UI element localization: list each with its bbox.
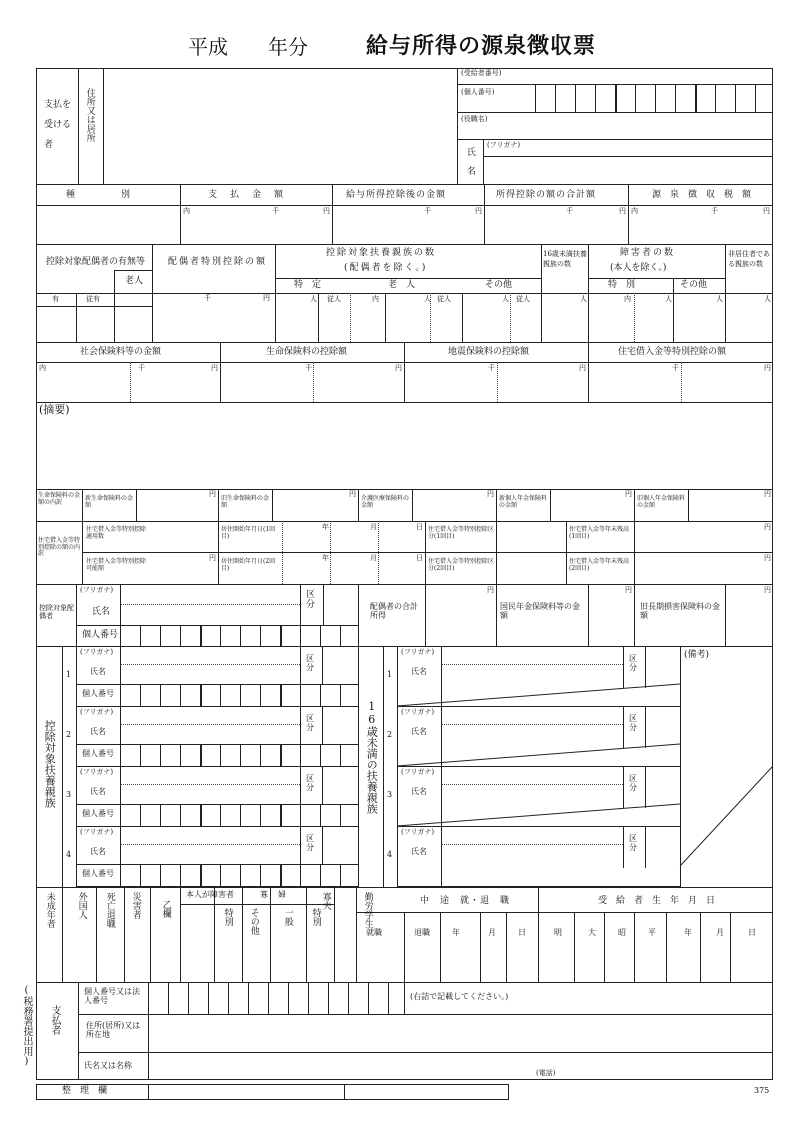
dependents-count-header: 控除対象扶養親族の数 (326, 248, 437, 258)
individual-number-label: (個人番号) (461, 88, 495, 96)
header-withholding-tax: 源 泉 徴 収 税 額 (652, 190, 752, 200)
row-number: 1 (66, 670, 72, 679)
unit: 円 (579, 364, 586, 372)
old-longterm-label: 旧長期損害保険料の金額 (640, 602, 720, 620)
new-pension-label: 新個人年金保険料の金額 (499, 495, 548, 509)
payer-number-boxes[interactable] (148, 982, 404, 1014)
date-sub-label: 退職 (414, 928, 430, 937)
dependent-row (66, 706, 358, 766)
status-column-label: 特別 (310, 908, 321, 926)
unit: 千 (424, 207, 431, 215)
kubun-label: 区分 (629, 714, 637, 733)
move-in-date-1: 居住開始年月日(1回目) (221, 526, 276, 540)
date-sub-label: 明 (554, 928, 562, 937)
spouse-number-boxes[interactable] (120, 625, 358, 646)
month-label: 月 (370, 554, 377, 562)
unit: 円 (619, 207, 626, 215)
form-title: 給与所得の源泉徴収票 (366, 33, 597, 59)
unit: 従人 (516, 295, 530, 303)
unit: 従人 (437, 295, 451, 303)
status-column-label: その他 (248, 908, 259, 935)
number-label: 個人番号 (82, 689, 114, 698)
kubun-label: 区分 (629, 834, 637, 853)
housing-possible-amount: 住宅借入金等特別控除可能額 (86, 558, 147, 572)
unit: 円 (211, 364, 218, 372)
kana-label: (フリガナ) (401, 828, 435, 836)
number-label: 個人番号 (82, 809, 114, 818)
housing-loan-header: 住宅借入金等特別控除の額 (618, 347, 727, 357)
name-label: 氏名 (90, 667, 106, 676)
kubun-label: 区分 (629, 654, 637, 673)
housing-balance-1: 住宅借入金等年末残高(1回目) (569, 526, 630, 540)
status-column-label: 特別 (222, 908, 233, 926)
unit: 円 (349, 490, 356, 498)
life-insurance-header: 生命保険料の控除額 (266, 347, 348, 357)
summary-label: (摘要) (39, 403, 70, 416)
unit: 人 (310, 295, 317, 303)
unit: 円 (209, 554, 216, 562)
day-label: 日 (416, 523, 423, 531)
unit: 内 (39, 364, 46, 372)
unit: 円 (625, 586, 632, 594)
header-deduction-total: 所得控除の額の合計額 (496, 190, 597, 200)
status-column-label: 死亡退職 (104, 892, 115, 928)
kana-label: (フリガナ) (401, 768, 435, 776)
unit: 円 (263, 294, 270, 302)
row-number: 3 (387, 790, 393, 799)
day-label: 日 (416, 554, 423, 562)
dependent-number-boxes[interactable] (120, 804, 358, 826)
kana-label: (フリガナ) (80, 648, 114, 656)
dependent-row (66, 646, 358, 706)
kana-label: (フリガナ) (80, 768, 114, 776)
name-kana-label: (フリガナ) (487, 141, 521, 149)
move-in-date-2: 居住開始年月日(2回目) (221, 558, 276, 572)
unit: 人 (665, 295, 672, 303)
name-label: 氏名 (90, 847, 106, 856)
name-label: 氏名 (411, 847, 427, 856)
name-label: 氏名 (90, 787, 106, 796)
spouse-number-label: 個人番号 (82, 630, 119, 640)
status-column-label: 寡夫 (320, 892, 331, 910)
elderly-dep-label: 老 人 (388, 280, 416, 290)
kubun-label: 区分 (306, 714, 314, 733)
disabled-header: 障害者の数 (620, 248, 676, 258)
unit: 千 (272, 207, 279, 215)
housing-applicable-count: 住宅借入金等特別控除適用数 (86, 526, 147, 540)
unit: 円 (764, 490, 771, 498)
status-column-label: 外国人 (76, 892, 87, 919)
unit: 人 (716, 295, 723, 303)
unit: 従人 (327, 295, 341, 303)
name-label: 氏名 (90, 727, 106, 736)
unit: 円 (625, 490, 632, 498)
unit: 人 (502, 295, 509, 303)
unit: 従有 (86, 295, 100, 303)
unit: 円 (395, 364, 402, 372)
spouse-kubun-label: 区分 (306, 590, 316, 611)
pension-premium-label: 国民年金保険料等の金額 (500, 602, 580, 620)
unit: 千 (488, 364, 495, 372)
date-sub-label: 月 (488, 928, 496, 937)
date-sub-label: 日 (748, 928, 756, 937)
date-sub-label: 年 (684, 928, 692, 937)
date-sub-label: 平 (648, 928, 656, 937)
row-number: 3 (66, 790, 72, 799)
spouse-kana-label: (フリガナ) (80, 586, 114, 594)
date-sub-label: 月 (716, 928, 724, 937)
dependent-number-boxes[interactable] (120, 864, 358, 886)
dependent-number-boxes[interactable] (120, 744, 358, 766)
dependents-label: 控除対象扶養親族 (43, 720, 57, 808)
dependent-row (66, 766, 358, 826)
date-sub-label: 日 (518, 928, 526, 937)
year-label: 年 (322, 523, 329, 531)
row-number: 4 (66, 850, 72, 859)
status-column-label: 勤労学生 (362, 892, 373, 928)
unit: 内 (631, 207, 638, 215)
housing-category-2: 住宅借入金等特別控除区分(2回目) (428, 558, 495, 572)
date-sub-label: 昭 (618, 928, 626, 937)
number-label: 個人番号 (82, 869, 114, 878)
row-number: 1 (387, 670, 393, 679)
spouse-special-header: 配偶者特別控除の額 (168, 257, 268, 267)
spouse-name-label: 氏名 (92, 607, 111, 617)
unit: 千 (711, 207, 718, 215)
individual-number-boxes[interactable] (535, 84, 773, 112)
new-life-label: 新生命保険料の金額 (85, 495, 134, 509)
name-label-1: 氏 (467, 148, 477, 158)
month-label: 月 (370, 523, 377, 531)
address-label: 住所又は居所 (84, 88, 95, 142)
title-role-label: (役職名) (461, 115, 488, 123)
telephone-label: (電話) (536, 1069, 556, 1077)
era-year: 平成 年分 (188, 35, 308, 59)
kana-label: (フリガナ) (80, 828, 114, 836)
unit: 円 (487, 586, 494, 594)
spouse-label: 控除対象配偶者 (39, 604, 74, 620)
status-column-label: 乙欄 (160, 900, 171, 918)
unit: 円 (764, 586, 771, 594)
housing-breakdown-label: 住宅借入金等特別控除の額の内訳 (38, 537, 81, 558)
name-label-2: 名 (467, 167, 477, 177)
seiri-label: 整 理 欄 (62, 1086, 108, 1096)
unit: 内 (624, 295, 631, 303)
unit: 内 (372, 295, 379, 303)
dependents-exclusion: (配偶者を除く。) (344, 263, 428, 273)
unit: 円 (475, 207, 482, 215)
kana-label: (フリガナ) (401, 708, 435, 716)
unit: 千 (672, 364, 679, 372)
date-sub-label: 就職 (366, 928, 382, 937)
unit: 千 (305, 364, 312, 372)
payer-label: 支払者 (49, 1005, 60, 1035)
kana-label: (フリガナ) (80, 708, 114, 716)
year-label: 年 (322, 554, 329, 562)
spouse-existence-header: 控除対象配偶者の有無等 (46, 257, 146, 267)
under16-label: 16歳未満の扶養親族 (365, 700, 379, 814)
name-label: 氏名 (411, 667, 427, 676)
dependent-number-boxes[interactable] (120, 684, 358, 706)
right-align-note: (右詰で記載してください。) (410, 992, 509, 1001)
submission-label: (税務署提出用) (21, 985, 32, 1067)
birth-header: 受 給 者 生 年 月 日 (598, 896, 716, 906)
other-disabled-label: その他 (680, 280, 708, 290)
unit: 人 (424, 295, 431, 303)
row-number: 4 (387, 850, 393, 859)
unit: 内 (183, 207, 190, 215)
unit: 円 (764, 523, 771, 531)
status-column-label: 一般 (282, 908, 293, 926)
form-code: 375 (754, 1086, 770, 1095)
elderly-label: 老人 (125, 276, 144, 286)
unit: 人 (764, 295, 771, 303)
date-sub-label: 年 (452, 928, 460, 937)
disabled-exclusion: (本人を除く。) (610, 263, 667, 273)
recipient-number-label: (受給者番号) (461, 69, 502, 77)
payer-number-label: 個人番号又は法人番号 (84, 987, 140, 1005)
unit: 円 (764, 554, 771, 562)
date-sub-label: 大 (588, 928, 596, 937)
payer-name-label: 氏名又は名称 (84, 1061, 132, 1070)
housing-balance-2: 住宅借入金等年末残高(2回目) (569, 558, 630, 572)
housing-category-1: 住宅借入金等特別控除区分(1回目) (428, 526, 495, 540)
old-life-label: 旧生命保険料の金額 (221, 495, 270, 509)
unit: 千 (204, 294, 211, 302)
spouse-income-label: 配偶者の合計所得 (370, 602, 418, 620)
unit: 円 (764, 364, 771, 372)
unit: 千 (566, 207, 573, 215)
care-medical-label: 介護医療保険料の金額 (361, 495, 410, 509)
name-label: 氏名 (411, 787, 427, 796)
kana-label: (フリガナ) (401, 648, 435, 656)
nonresident-header: 非居住者である親族の数 (728, 250, 770, 268)
specific-label: 特 定 (294, 280, 322, 290)
unit: 円 (323, 207, 330, 215)
status-column-label: 未成年者 (44, 892, 55, 928)
number-label: 個人番号 (82, 749, 114, 758)
unit: 千 (138, 364, 145, 372)
other-label: その他 (485, 280, 513, 290)
unit: 円 (209, 490, 216, 498)
unit: 有 (52, 295, 59, 303)
kubun-label: 区分 (629, 774, 637, 793)
kubun-label: 区分 (306, 834, 314, 853)
kubun-label: 区分 (306, 654, 314, 673)
header-payment-amount: 支 払 金 額 (208, 190, 286, 200)
unit: 人 (580, 295, 587, 303)
status-column-label: 本人が障害者 (186, 890, 234, 899)
social-insurance-header: 社会保険料等の金額 (80, 347, 162, 357)
remarks-label: (備考) (684, 650, 710, 660)
name-label: 氏名 (411, 727, 427, 736)
kubun-label: 区分 (306, 774, 314, 793)
unit: 円 (763, 207, 770, 215)
row-number: 2 (387, 730, 393, 739)
under16-header: 16歳未満扶養親族の数 (543, 250, 587, 268)
header-type: 種 別 (66, 190, 133, 200)
unit: 円 (487, 490, 494, 498)
status-column-label: 災害者 (130, 892, 141, 919)
strike-diagonals (397, 646, 773, 887)
status-column-label: 寡婦 (260, 890, 296, 899)
life-breakdown-label: 生命保険料の金額の内訳 (38, 492, 81, 506)
old-pension-label: 旧個人年金保険料の金額 (637, 495, 686, 509)
header-after-deduction: 給与所得控除後の金額 (346, 190, 447, 200)
midway-header: 中 途 就・退 職 (420, 896, 511, 906)
row-number: 2 (66, 730, 72, 739)
payer-address-label: 住所(居所)又は所在地 (86, 1021, 141, 1039)
recipient-label: 支払を受ける者 (44, 100, 72, 150)
earthquake-insurance-header: 地震保険料の控除額 (448, 347, 530, 357)
special-disabled-label: 特 別 (608, 280, 636, 290)
dependent-row (66, 826, 358, 886)
